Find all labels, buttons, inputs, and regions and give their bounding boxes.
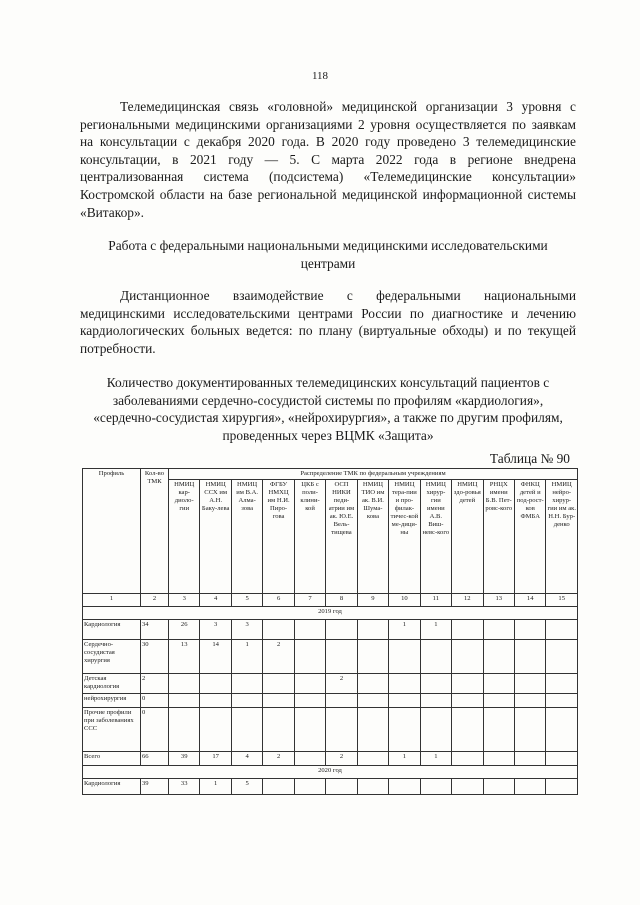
row-cell: 14 [200,640,231,674]
row-cell: 3 [231,620,262,640]
column-number: 11 [420,594,451,607]
row-cell [514,620,545,640]
year-label: 2019 год [83,607,578,620]
table-row [83,694,578,708]
row-cell: 1 [420,620,451,640]
header-profile: Профиль [83,469,141,594]
row-cell [514,674,545,694]
row-cell: 5 [231,779,262,795]
row-cell: 30 [141,640,169,674]
row-cell [483,620,514,640]
section-heading: Работа с федеральными национальными медицинскими исследовательскими центрами [108,238,548,271]
row-cell: 1 [200,779,231,795]
row-cell [420,694,451,708]
row-cell [514,640,545,674]
header-institution: РНЦХ имени Б.В. Пет-ровс-кого [483,480,514,594]
row-cell [294,694,325,708]
row-cell [231,708,262,752]
column-number: 1 [83,594,141,607]
row-cell: 3 [200,620,231,640]
row-cell [452,752,483,766]
table-label: Таблица № 90 [489,451,570,466]
row-cell [546,752,578,766]
row-cell [231,674,262,694]
row-cell [294,752,325,766]
row-cell [357,752,388,766]
row-cell: 34 [141,620,169,640]
table-row [83,708,578,752]
row-cell: 1 [389,620,420,640]
year-label: 2020 год [83,766,578,779]
header-institution: НМИЦ тера-пии и про-филак-тичес-кой ме-дици-ны [389,480,420,594]
row-cell [514,779,545,795]
column-number: 15 [546,594,578,607]
row-profile: Детская кардиология [83,674,141,694]
column-number: 8 [326,594,357,607]
column-number: 9 [357,594,388,607]
row-cell [452,708,483,752]
row-cell [514,694,545,708]
table-row [83,779,578,795]
column-number: 5 [231,594,262,607]
table-row [83,640,578,674]
table-row [83,752,578,766]
table-row [83,620,578,640]
page-number: 118 [311,70,329,82]
row-cell: 2 [263,752,294,766]
header-institution: НМИЦ нейро-хирур-гии им ак. Н.Н. Бур-денко [546,480,578,594]
row-cell [263,708,294,752]
header-distribution: Распределение ТМК по федеральным учреждениям [169,469,578,480]
row-cell: 33 [169,779,200,795]
table-title: Количество документированных телемедицинских консультаций пациентов с заболеваниями сердечно-сосудистой системы по профилям «кардиология», «сердечно-сосудистая хирургия», «нейрохирургия», а также по другим профилям, проведенных через ВЦМК «Защита» [93,375,563,443]
row-cell [326,694,357,708]
row-cell [357,708,388,752]
row-cell [200,674,231,694]
row-cell [326,640,357,674]
row-cell: 2 [141,674,169,694]
row-cell [357,640,388,674]
row-cell [420,640,451,674]
column-number: 2 [141,594,169,607]
row-cell [546,779,578,795]
row-cell [326,708,357,752]
header-institution: ФНКЦ детей и под-рост-ков ФМБА [514,480,545,594]
row-cell [546,694,578,708]
row-cell [294,674,325,694]
column-number: 13 [483,594,514,607]
row-cell: 39 [169,752,200,766]
header-count: Кол-во ТМК [141,469,169,594]
row-cell [483,779,514,795]
row-cell [514,752,545,766]
row-cell [169,708,200,752]
column-number: 3 [169,594,200,607]
row-profile: Кардиология [83,779,141,795]
row-cell [263,779,294,795]
row-cell [294,779,325,795]
row-cell [452,674,483,694]
row-cell [420,708,451,752]
row-cell [357,620,388,640]
row-cell [546,640,578,674]
row-cell: 13 [169,640,200,674]
row-cell: 2 [326,752,357,766]
row-cell: 1 [389,752,420,766]
row-cell [357,674,388,694]
row-cell [200,708,231,752]
row-cell [389,779,420,795]
row-cell [263,620,294,640]
header-institution: НМИЦ кар-диоло-гии [169,480,200,594]
column-number: 6 [263,594,294,607]
row-cell [483,674,514,694]
row-cell [294,640,325,674]
header-institution: НМИЦ ТИО им ак. В.И. Шума-кова [357,480,388,594]
row-cell [452,694,483,708]
row-cell [294,620,325,640]
row-cell [514,708,545,752]
row-cell [169,674,200,694]
row-cell [231,694,262,708]
row-cell [420,779,451,795]
row-cell [294,708,325,752]
row-cell: 1 [420,752,451,766]
row-cell [546,708,578,752]
row-cell: 39 [141,779,169,795]
row-profile: Всего [83,752,141,766]
row-profile: нейрохирургия [83,694,141,708]
column-number: 12 [452,594,483,607]
row-cell: 26 [169,620,200,640]
header-institution: НМИЦ здо-ровья детей [452,480,483,594]
row-profile: Сердечно-сосудистая хирургия [83,640,141,674]
row-cell [483,752,514,766]
column-number: 14 [514,594,545,607]
row-cell [452,620,483,640]
row-cell [326,620,357,640]
table-row [83,674,578,694]
header-institution: ОСП НИКИ педи-атрии им ак. Ю.Е. Вель-тищева [326,480,357,594]
header-institution: ЦКБ с поли-клини-кой [294,480,325,594]
row-cell [200,694,231,708]
row-cell [546,620,578,640]
row-cell [546,674,578,694]
row-cell [452,640,483,674]
header-institution: НМИЦ хирур-гии имени А.В. Виш-невс-кого [420,480,451,594]
column-number: 10 [389,594,420,607]
row-cell [389,674,420,694]
row-cell: 2 [326,674,357,694]
header-institution: НМИЦ ССХ им А.Н. Баку-лева [200,480,231,594]
row-cell [389,708,420,752]
header-institution: ФГБУ НМХЦ им Н.И. Пиро-гова [263,480,294,594]
row-cell [420,674,451,694]
row-cell: 17 [200,752,231,766]
row-cell [483,708,514,752]
year-row [83,607,578,620]
row-cell [326,779,357,795]
row-cell [263,694,294,708]
row-cell [483,694,514,708]
row-cell: 0 [141,694,169,708]
row-cell: 2 [263,640,294,674]
column-number: 4 [200,594,231,607]
row-cell [483,640,514,674]
row-cell: 4 [231,752,262,766]
row-cell [263,674,294,694]
column-numbers-row [83,594,578,607]
row-profile: Прочие профили при заболеваниях ССС [83,708,141,752]
row-cell [357,779,388,795]
tmk-table [82,468,578,795]
year-row [83,766,578,779]
row-profile: Кардиология [83,620,141,640]
intro-paragraph: Телемедицинская связь «головной» медицинской организации 3 уровня с региональными медицинскими организациями 2 уровня осуществляется по заявкам на консультации с декабря 2020 года. В 2020 году проведено 3 телемедицинские консультации, в 2021 году — 5. С марта 2022 года в регионе внедрена централизованная система (подсистема) «Телемедицинские консультации» Костромской области на базе региональной медицинской информационной системы «Витакор». [80,99,576,220]
header-institution: НМИЦ им В.А. Алма-зова [231,480,262,594]
row-cell: 1 [231,640,262,674]
row-cell [389,694,420,708]
row-cell [357,694,388,708]
row-cell: 0 [141,708,169,752]
row-cell [169,694,200,708]
table-header-row [83,469,578,480]
row-cell [452,779,483,795]
body-paragraph: Дистанционное взаимодействие с федеральными национальными медицинскими исследовательскими центрами России по диагностике и лечению кардиологических больных ведется: по плану (виртуальные обходы) и по текущей потребности. [80,288,576,356]
row-cell: 66 [141,752,169,766]
row-cell [389,640,420,674]
column-number: 7 [294,594,325,607]
